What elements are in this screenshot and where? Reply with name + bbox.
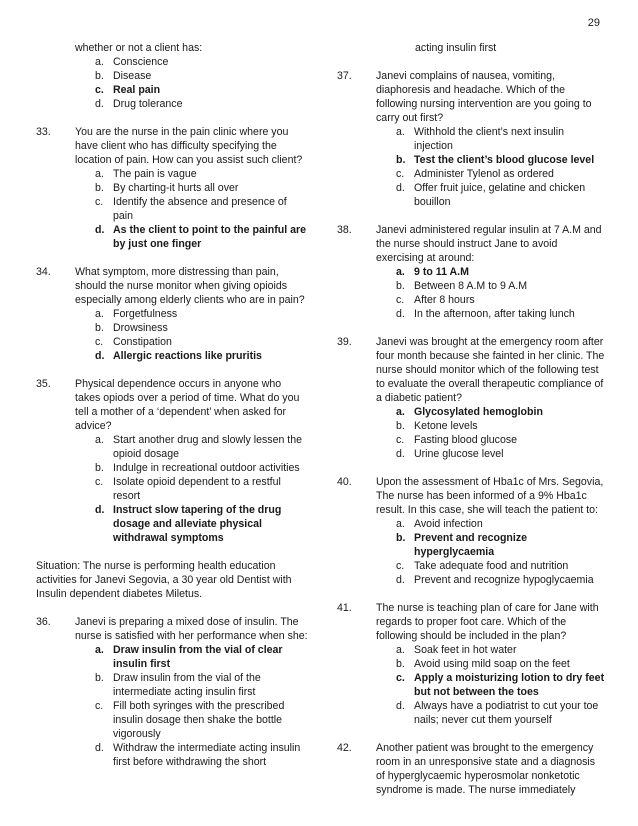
option-list — [376, 125, 605, 209]
option-a-correct: a. Draw insulin from the vial of clear insulin first — [95, 644, 283, 670]
question-41 — [337, 601, 605, 727]
option-b: b. Avoid using mild soap on the feet — [396, 658, 570, 670]
question-35 — [36, 377, 308, 545]
left-column — [36, 41, 308, 769]
option-b: b. Indulge in recreational outdoor activities — [95, 462, 300, 474]
question-number: 35. — [36, 378, 51, 390]
question-stem: Upon the assessment of Hba1c of Mrs. Segovia, The nurse has been informed of a 9% Hba1c result. In this case, she will teach the patient to: — [376, 476, 604, 516]
question-number: 33. — [36, 126, 51, 138]
question-number: 38. — [337, 224, 352, 236]
option-c-correct: c. Real pain — [95, 84, 161, 96]
option-a: a. Soak feet in hot water — [396, 644, 517, 656]
question-38 — [337, 223, 605, 321]
question-stem: Janevi is preparing a mixed dose of insulin. The nurse is satisfied with her performance when she: — [75, 616, 308, 642]
option-a: a. The pain is vague — [95, 168, 197, 180]
option-list — [376, 265, 605, 321]
question-stem: Janevi administered regular insulin at 7 A.M and the nurse should instruct Jane to avoid exercising at around: — [376, 224, 602, 264]
question-number: 36. — [36, 616, 51, 628]
question-stem: Janevi complains of nausea, vomiting, diaphoresis and headache. Which of the following nursing intervention are you going to carry out first? — [376, 70, 592, 124]
option-list — [75, 55, 308, 111]
option-b-correct: b. Test the client’s blood glucose level — [396, 154, 595, 166]
continued-question — [36, 41, 308, 111]
option-b: b. Between 8 A.M to 9 A.M — [396, 280, 528, 292]
option-b: b. Disease — [95, 70, 152, 82]
question-33 — [36, 125, 308, 251]
question-stem: The nurse is teaching plan of care for Jane with regards to proper foot care. Which of the following should be included in the plan? — [376, 602, 599, 642]
continued-option-text: acting insulin first — [415, 42, 497, 54]
option-d-correct: d. Allergic reactions like pruritis — [95, 350, 262, 362]
question-stem: whether or not a client has: — [75, 42, 203, 54]
option-c: c. Isolate opioid dependent to a restful resort — [95, 476, 281, 502]
option-c: c. Identify the absence and presence of pain — [95, 196, 287, 222]
question-stem: What symptom, more distressing than pain, should the nurse monitor when giving opioids especially among elderly clients who are in pain? — [75, 266, 305, 306]
page-number: 29 — [587, 17, 600, 29]
question-number: 39. — [337, 336, 352, 348]
question-stem: Janevi was brought at the emergency room after four month because she fainted in her clinic. The nurse should monitor which of the following test to evaluate the overall therapeutic compliance of a diabetic patient? — [376, 336, 605, 404]
option-a: a. Withhold the client’s next insulin injection — [396, 126, 564, 152]
option-a: a. Start another drug and slowly lessen the opioid dosage — [95, 434, 303, 460]
option-list — [75, 643, 308, 769]
option-b-correct: b. Prevent and recognize hyperglycaemia — [396, 532, 528, 558]
option-d: d. Urine glucose level — [396, 448, 504, 460]
situation-paragraph: Situation: The nurse is performing health education activities for Janevi Segovia, a 30 year old Dentist with Insulin dependent diabetes Miletus. — [36, 560, 292, 600]
option-list — [376, 643, 605, 727]
option-b: b. Ketone levels — [396, 420, 478, 432]
option-c: c. Take adequate food and nutrition — [396, 560, 569, 572]
option-c: c. After 8 hours — [396, 294, 475, 306]
question-42 — [337, 741, 605, 797]
option-list — [376, 517, 605, 587]
question-number: 37. — [337, 70, 352, 82]
option-b: b. By charting-it hurts all over — [95, 182, 239, 194]
option-d: d. Drug tolerance — [95, 98, 183, 110]
option-list — [376, 405, 605, 461]
option-a-correct: a. 9 to 11 A.M — [396, 266, 469, 278]
option-list — [75, 307, 308, 363]
question-number: 34. — [36, 266, 51, 278]
option-d-correct: d. As the client to point to the painful are by just one finger — [95, 224, 307, 250]
option-c: c. Fill both syringes with the prescribed insulin dosage then shake the bottle vigorously — [95, 700, 285, 740]
option-c: c. Constipation — [95, 336, 172, 348]
right-column — [337, 41, 605, 797]
option-d: d. Withdraw the intermediate acting insulin first before withdrawing the short — [95, 742, 301, 768]
question-number: 42. — [337, 742, 352, 754]
question-37 — [337, 69, 605, 209]
question-number: 41. — [337, 602, 352, 614]
question-34 — [36, 265, 308, 363]
option-d: d. Prevent and recognize hypoglycaemia — [396, 574, 594, 586]
option-c: c. Fasting blood glucose — [396, 434, 518, 446]
question-stem: Physical dependence occurs in anyone who takes opiods over a period of time. What do you tell a mother of a ‘dependent’ when asked for advice? — [75, 378, 300, 432]
option-d-correct: d. Instruct slow tapering of the drug dosage and alleviate physical withdrawal symptoms — [95, 504, 282, 544]
option-a: a. Avoid infection — [396, 518, 483, 530]
question-39 — [337, 335, 605, 461]
question-number: 40. — [337, 476, 352, 488]
option-list — [75, 167, 308, 251]
option-d: d. In the afternoon, after taking lunch — [396, 308, 575, 320]
option-d: d. Offer fruit juice, gelatine and chicken bouillon — [396, 182, 586, 208]
option-d: d. Always have a podiatrist to cut your toe nails; never cut them yourself — [396, 700, 599, 726]
question-40 — [337, 475, 605, 587]
option-list — [75, 433, 308, 545]
option-a-correct: a. Glycosylated hemoglobin — [396, 406, 543, 418]
question-stem: You are the nurse in the pain clinic where you have client who has difficulty specifying the location of pain. How can you assist such client? — [75, 126, 303, 166]
option-a: a. Conscience — [95, 56, 169, 68]
question-36 — [36, 615, 308, 769]
option-c-correct: c. Apply a moisturizing lotion to dry feet but not between the toes — [396, 672, 605, 698]
option-c: c. Administer Tylenol as ordered — [396, 168, 554, 180]
option-a: a. Forgetfulness — [95, 308, 178, 320]
question-stem: Another patient was brought to the emergency room in an unresponsive state and a diagnosis of hyperglycaemic hyperosmolar nonketotic syndrome is made. The nurse immediately — [376, 742, 596, 796]
option-b: b. Drowsiness — [95, 322, 168, 334]
option-b: b. Draw insulin from the vial of the intermediate acting insulin first — [95, 672, 261, 698]
